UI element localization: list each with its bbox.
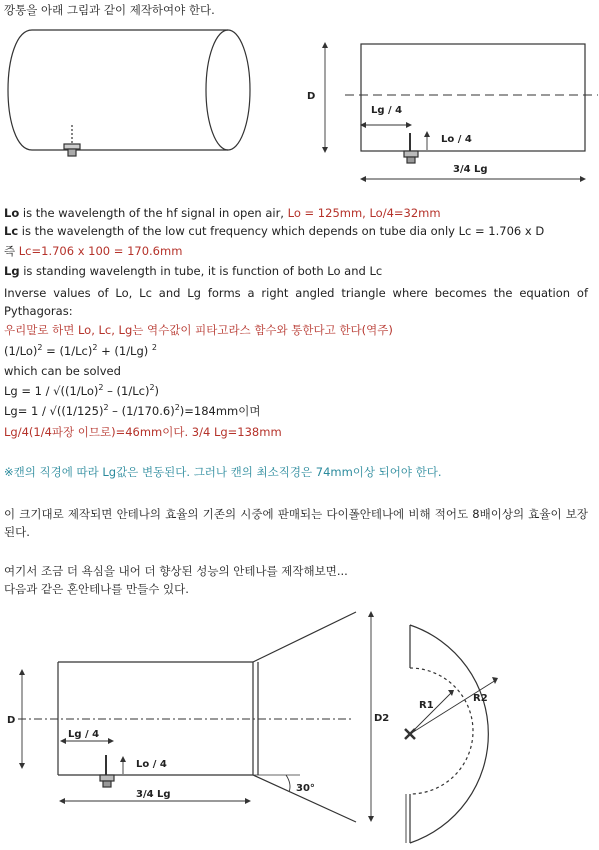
eq2-part-c: )	[154, 384, 160, 398]
fig1-label-lo4: Lo / 4	[441, 134, 472, 145]
fig1-label-34lg: 3/4 Lg	[453, 164, 488, 175]
korean-note: 우리말로 하면 Lo, Lc, Lg는 역수값이 피타고라스 함수와 통한다고 한다(역주)	[4, 323, 393, 337]
equation-3	[4, 404, 260, 418]
eq1-part-b: = (1/Lc)	[42, 344, 93, 358]
fig2-label-d: D	[7, 715, 16, 726]
eq3-part-b: – (1/170.6)	[108, 404, 175, 418]
inverse-text: Inverse values of Lo, Lc and Lg forms a right angled triangle where becomes the equation of Pythagoras:	[4, 286, 588, 318]
lg-text: is standing wavelength in tube, it is function of both Lo and Lc	[19, 264, 383, 278]
solved-text: which can be solved	[4, 364, 121, 378]
lo-text: is the wavelength of the hf signal in open air,	[19, 206, 284, 220]
eq3-sup-1: 2	[103, 403, 109, 413]
horn-side-view	[18, 611, 374, 822]
eq1-sup-1: 2	[37, 343, 43, 353]
lc-prefix: 즉	[4, 244, 16, 258]
fig2-label-d2: D2	[374, 713, 390, 724]
fig2-label-r1: R1	[419, 700, 434, 711]
eq1-part-a: (1/Lo)	[4, 344, 38, 358]
lc-text: is the wavelength of the low cut frequency which depends on tube dia only Lc = 1.706 x D	[18, 224, 545, 238]
eq2-sup-1: 2	[98, 383, 104, 393]
fig2-label-r2: R2	[473, 693, 488, 704]
can-diameter-note: ※캔의 직경에 따라 Lg값은 변동된다. 그러나 캔의 최소직경은 74mm이상 되어야 한다.	[4, 465, 442, 479]
eq3-sup-2: 2	[174, 403, 180, 413]
horn-front-view	[405, 625, 498, 843]
equation-2	[4, 384, 159, 398]
lc-term: Lc	[4, 224, 19, 238]
equation-1	[4, 344, 157, 358]
eq2-part-b: – (1/Lc)	[103, 384, 150, 398]
lc-line	[4, 224, 544, 238]
fig2-label-34lg: 3/4 Lg	[136, 789, 171, 800]
fig2-label-angle: 30°	[296, 783, 315, 794]
efficiency-text: 이 크기대로 제작되면 안테나의 효율의 기존의 시중에 판매되는 다이폴안테나에 비해 적어도 8배이상의 효율이 보장된다.	[4, 507, 588, 539]
eq3-part-a: Lg= 1 / √((1/125)	[4, 404, 104, 418]
eq1-sup-2: 2	[92, 343, 98, 353]
lc-values: Lc=1.706 x 100 = 170.6mm	[15, 244, 183, 258]
fig2-label-lo4: Lo / 4	[136, 759, 167, 770]
can-3d-drawing	[8, 30, 250, 156]
eq1-part-c: + (1/Lg)	[97, 344, 152, 358]
lo-line	[4, 206, 441, 220]
figure-can-diagram	[0, 0, 599, 200]
lo-values: Lo = 125mm, Lo/4=32mm	[283, 206, 441, 220]
equation-4: Lg/4(1/4파장 이므로)=46mm이다. 3/4 Lg=138mm	[4, 425, 282, 439]
lc-calc-line	[4, 244, 182, 258]
fig1-label-lg4: Lg / 4	[371, 105, 403, 116]
ambition-line-2: 다음과 같은 혼안테나를 만들수 있다.	[4, 582, 189, 596]
lg-line	[4, 264, 382, 278]
lg-term: Lg	[4, 264, 20, 278]
eq1-sup-3: 2	[151, 343, 158, 353]
fig2-label-lg4: Lg / 4	[68, 729, 100, 740]
intro-text: 깡통을 아래 그림과 같이 제작하여야 한다.	[4, 3, 215, 17]
can-side-view	[322, 42, 598, 182]
ambition-line-1: 여기서 조금 더 욕심을 내어 더 향상된 성능의 안테나를 제작해보면...	[4, 564, 348, 578]
eq2-sup-2: 2	[149, 383, 155, 393]
eq3-part-c: )=184mm이며	[179, 404, 261, 418]
fig1-label-d: D	[307, 91, 316, 102]
lo-term: Lo	[4, 206, 20, 220]
eq2-part-a: Lg = 1 / √((1/Lo)	[4, 384, 99, 398]
